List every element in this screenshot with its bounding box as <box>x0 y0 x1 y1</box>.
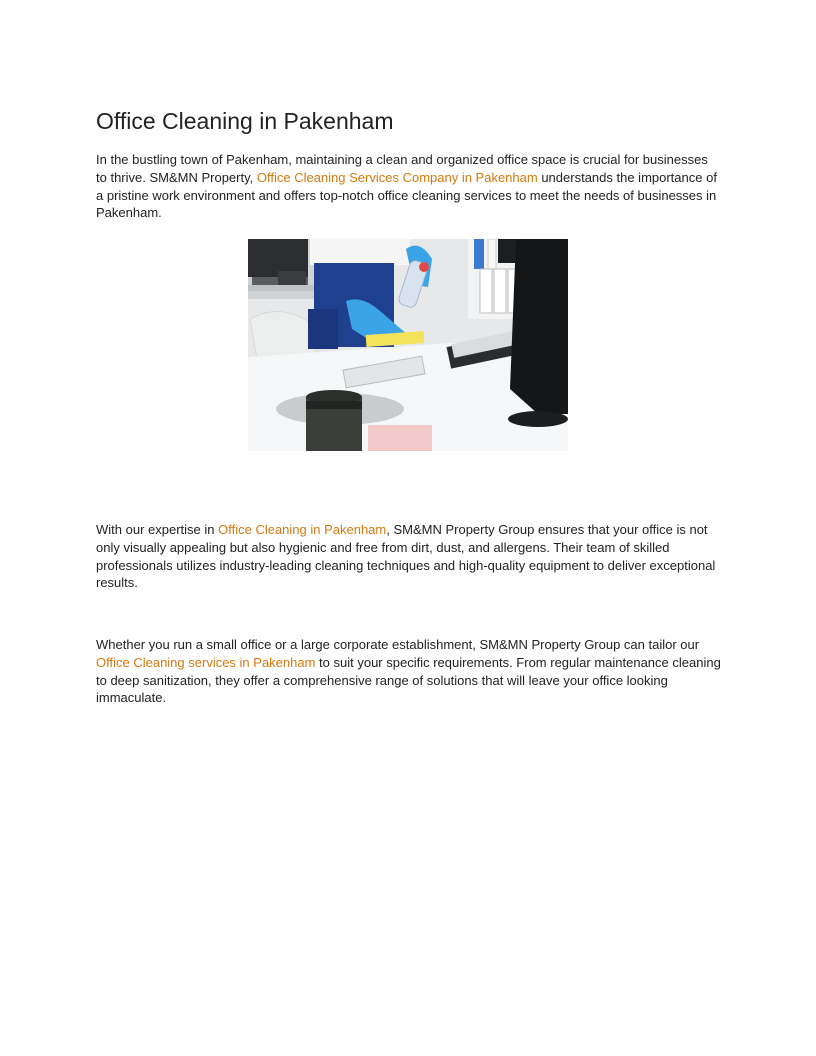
expertise-paragraph <box>96 521 722 592</box>
services-text-after: to suit your specific requirements. From regular maintenance cleaning to deep sanitization, they offer a comprehensive range of solutions that will leave your office looking immaculate. <box>96 654 721 706</box>
office-cleaning-photo <box>248 239 568 451</box>
office-cleaning-services-company-link[interactable]: Office Cleaning Services Company in Pakenham <box>256 169 538 185</box>
expertise-text-before: With our expertise in <box>96 522 219 537</box>
page-title: Office Cleaning in Pakenham <box>96 108 394 134</box>
intro-paragraph <box>96 151 722 222</box>
services-text-before: Whether you run a small office or a large corporate establishment, SM&MN Property Group can tailor our <box>96 637 700 652</box>
intro-text-after: understands the importance of a pristine work environment and offers top-notch office cleaning services to meet the needs of businesses in Pakenham. <box>96 169 717 221</box>
expertise-text-after: , SM&MN Property Group ensures that your office is not only visually appealing but also hygienic and free from dirt, dust, and allergens. Their team of skilled professionals utilizes industry-leading cleaning techniques and high-quality equipment to deliver exceptional results. <box>96 522 716 591</box>
intro-text-before: In the bustling town of Pakenham, maintaining a clean and organized office space is crucial for businesses to thrive. SM&MN Property, <box>96 152 708 185</box>
services-paragraph <box>96 636 722 707</box>
office-cleaning-services-link[interactable]: Office Cleaning services in Pakenham <box>96 654 316 670</box>
office-cleaning-link[interactable]: Office Cleaning in Pakenham <box>218 522 387 537</box>
